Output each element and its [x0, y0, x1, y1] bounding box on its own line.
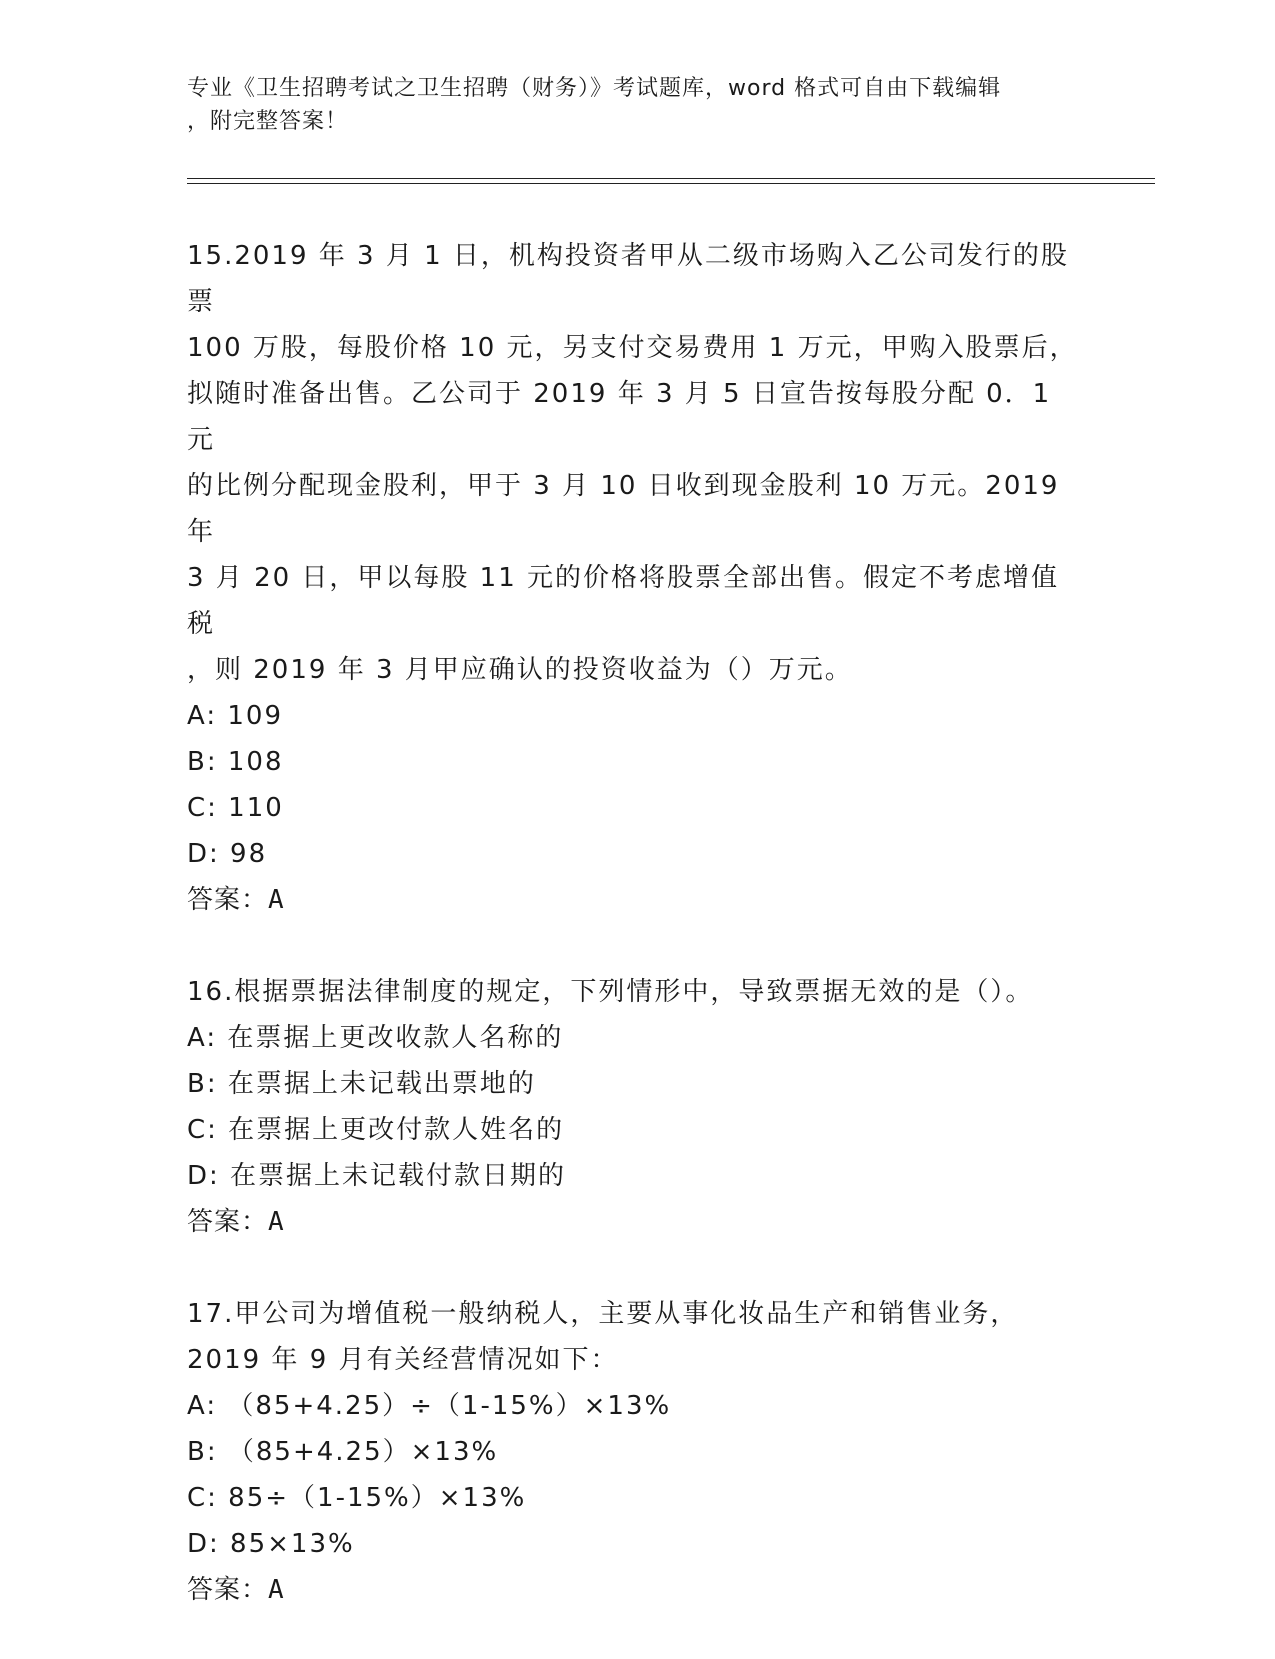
option-b: B: （85+4.25）×13% [187, 1437, 499, 1467]
stem-line: 15.2019 年 3 月 1 日，机构投资者甲从二级市场购入乙公司发行的股票 [187, 241, 1069, 317]
option-d: D: 85×13% [187, 1529, 355, 1559]
stem-line: 的比例分配现金股利，甲于 3 月 10 日收到现金股利 10 万元。2019 年 [187, 471, 1060, 547]
stem-line: 拟随时准备出售。乙公司于 2019 年 3 月 5 日宣告按每股分配 0．1 元 [187, 379, 1052, 455]
stem-line: 100 万股，每股价格 10 元，另支付交易费用 1 万元，甲购入股票后， [187, 333, 1078, 363]
header-line-2: ，附完整答案！ [187, 109, 349, 134]
question-16 [187, 969, 1087, 1245]
option-c: C: 110 [187, 793, 284, 823]
stem-line: 3 月 20 日，甲以每股 11 元的价格将股票全部出售。假定不考虑增值税 [187, 563, 1060, 639]
question-stem [187, 969, 1087, 1015]
answer-line: 答案：A [187, 1575, 285, 1605]
option-a: A: 在票据上更改收款人名称的 [187, 1023, 564, 1053]
question-list [187, 233, 1087, 1659]
stem-line: ，则 2019 年 3 月甲应确认的投资收益为（）万元。 [187, 655, 853, 685]
option-d: D: 在票据上未记载付款日期的 [187, 1161, 567, 1191]
option-b: B: 108 [187, 747, 284, 777]
question-stem [187, 1291, 1087, 1383]
option-d: D: 98 [187, 839, 268, 869]
option-a: A: 109 [187, 701, 283, 731]
stem-line: 2019 年 9 月有关经营情况如下： [187, 1345, 619, 1375]
question-15 [187, 233, 1087, 923]
header-rule-top [187, 178, 1155, 179]
stem-line: 17.甲公司为增值税一般纳税人，主要从事化妆品生产和销售业务， [187, 1299, 1019, 1329]
question-17 [187, 1291, 1087, 1613]
document-header [187, 72, 1087, 138]
option-c: C: 85÷（1-15%）×13% [187, 1483, 527, 1513]
option-a: A: （85+4.25）÷（1-15%）×13% [187, 1391, 672, 1421]
stem-line: 16.根据票据法律制度的规定，下列情形中，导致票据无效的是（）。 [187, 977, 1034, 1007]
answer-line: 答案：A [187, 1207, 285, 1237]
header-rule-bottom [187, 183, 1155, 184]
question-stem [187, 233, 1087, 693]
option-c: C: 在票据上更改付款人姓名的 [187, 1115, 565, 1145]
answer-line: 答案：A [187, 885, 285, 915]
option-b: B: 在票据上未记载出票地的 [187, 1069, 536, 1099]
header-line-1: 专业《卫生招聘考试之卫生招聘（财务）》考试题库，word 格式可自由下载编辑 [187, 76, 1002, 101]
